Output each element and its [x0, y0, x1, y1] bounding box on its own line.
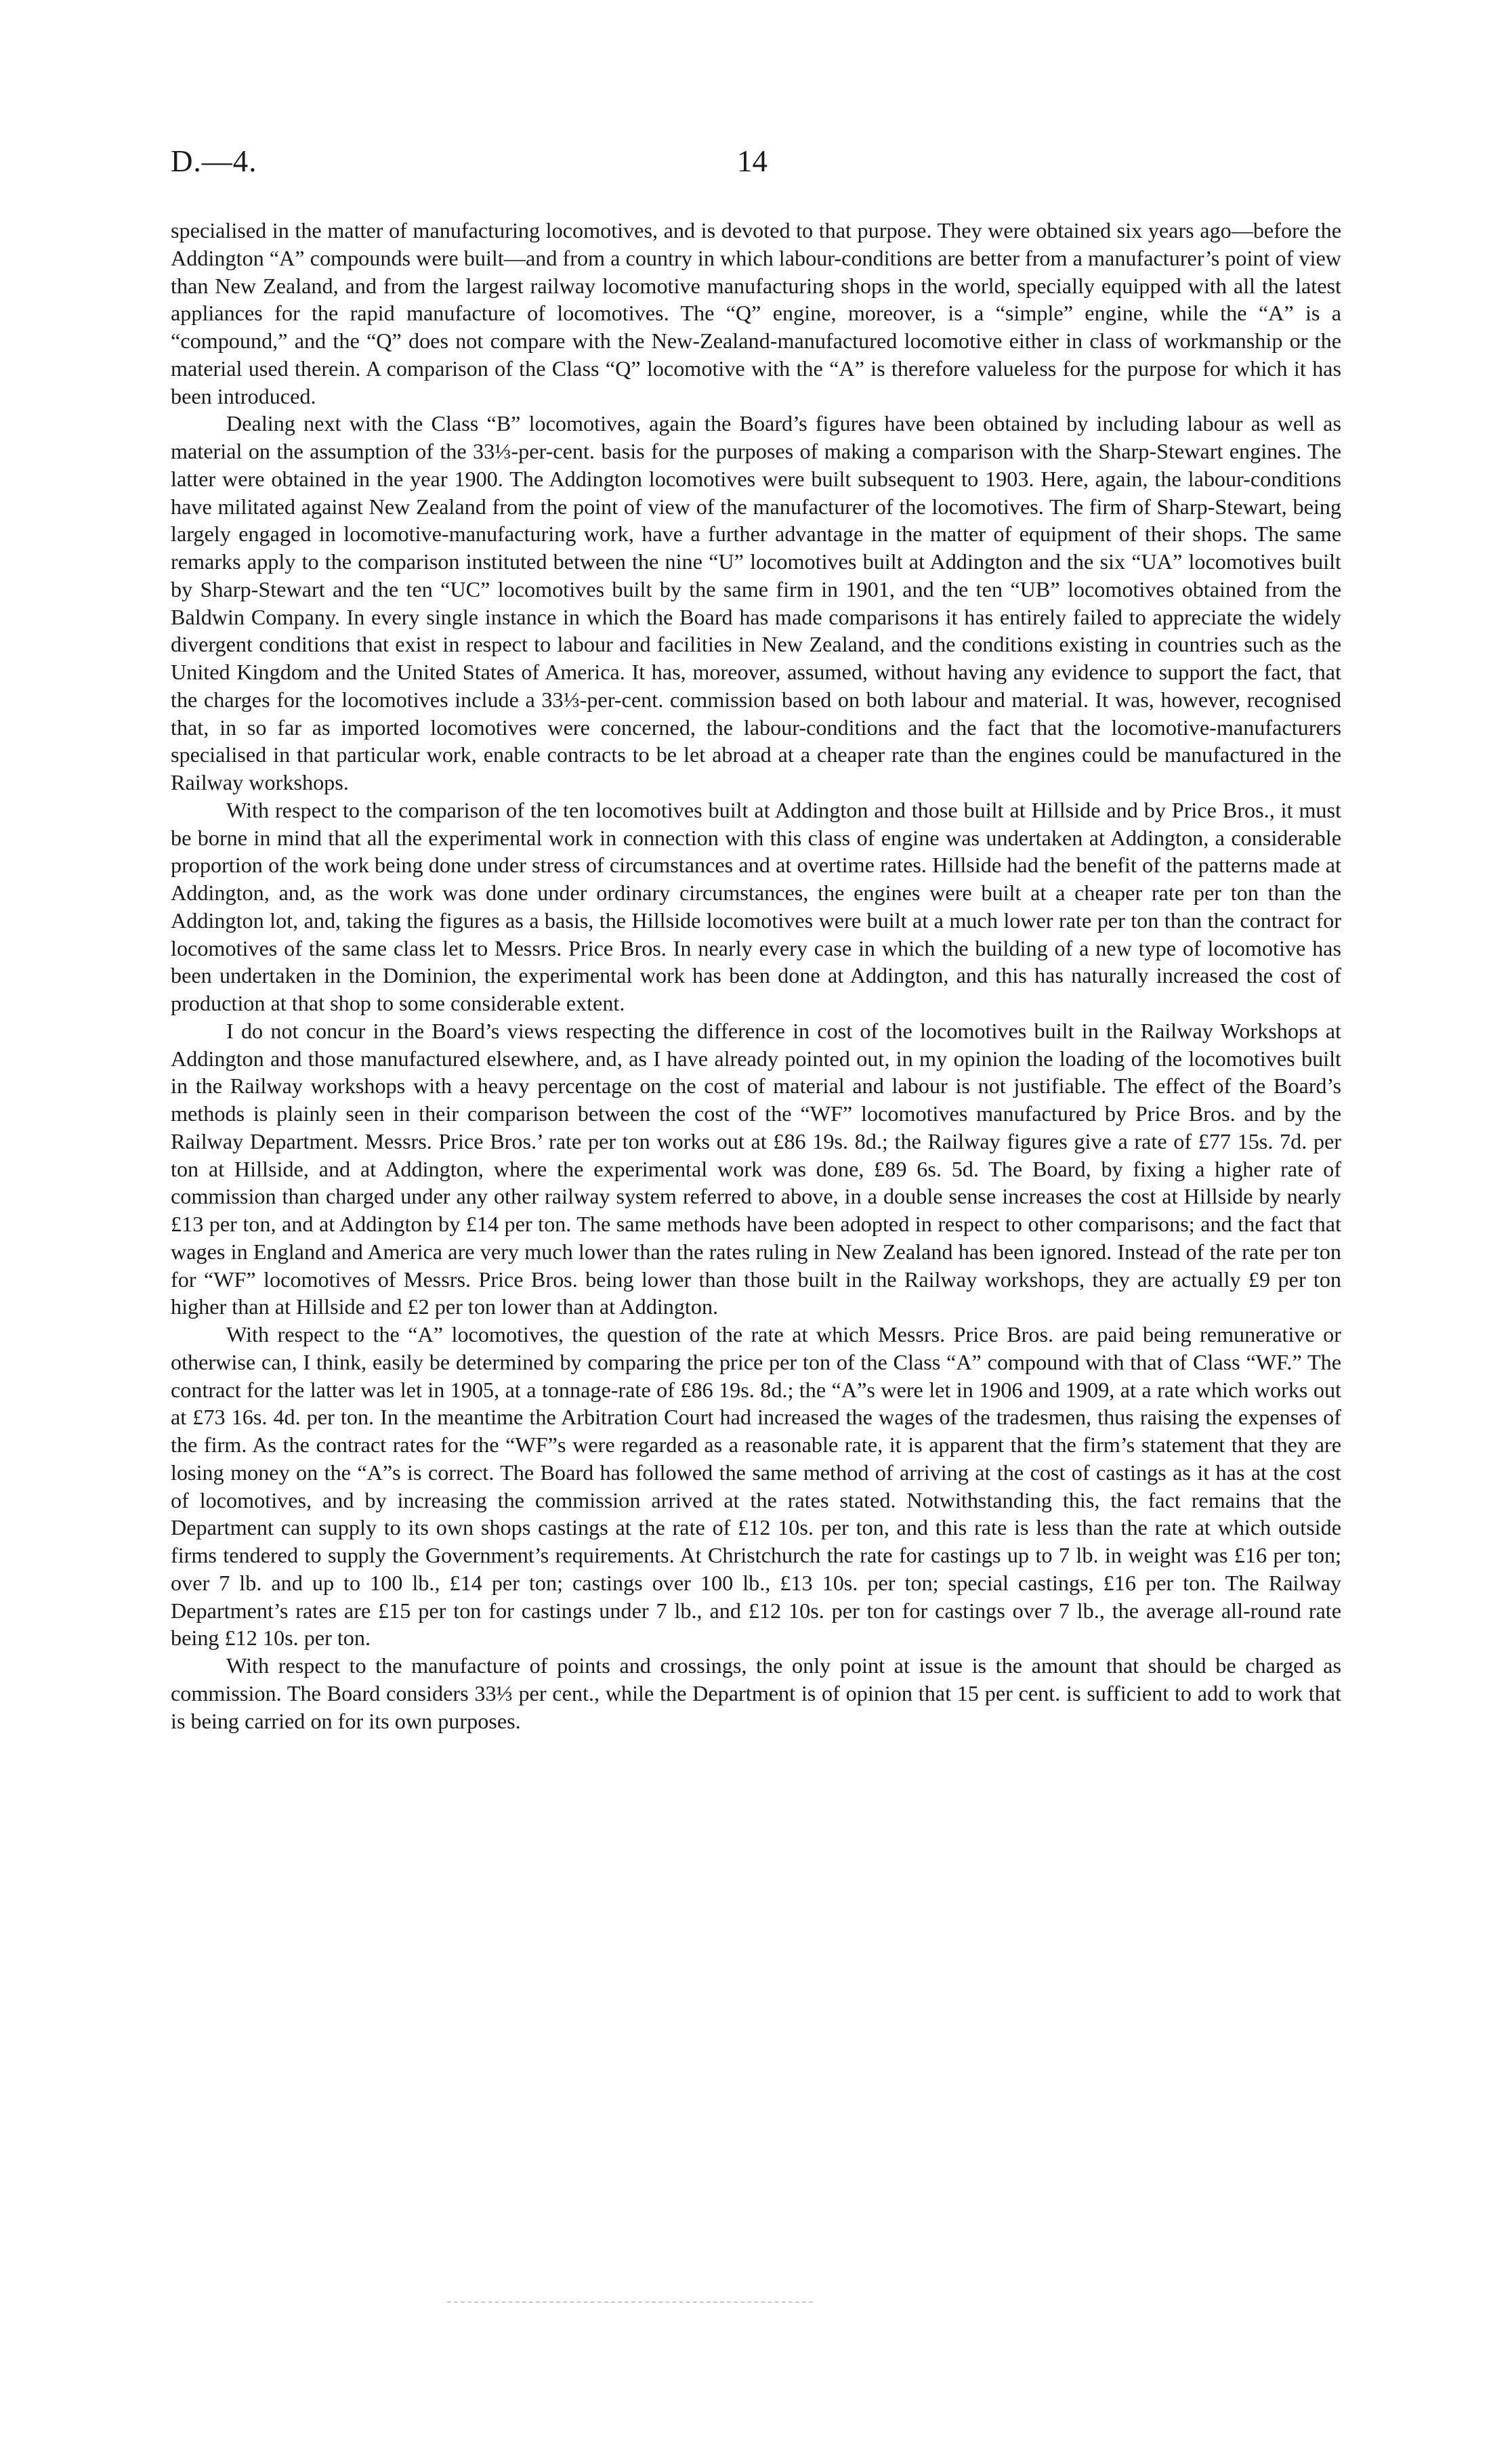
paragraph-board-views: I do not concur in the Board’s views respecting the difference in cost of the locomotives built in the Railway Workshops at Addington and those manufactured elsewhere, and, as I have already pointed out, in my opinion the loading of the locomotives built in the Railway workshops with a heavy percentage on the cost of material and labour is not justifiable. The effect of the Board’s methods is plainly seen in their comparison between the cost of the “WF” locomotives manufactured by Price Bros. and by the Railway Department. Messrs. Price Bros.’ rate per ton works out at £86 19s. 8d.; the Railway figures give a rate of £77 15s. 7d. per ton at Hillside, and at Addington, where the experimental work was done, £89 6s. 5d. The Board, by fixing a higher rate of commission than charged under any other railway system referred to above, in a double sense increases the cost at Hillside by nearly £13 per ton, and at Addington by £14 per ton. The same methods have been adopted in respect to other comparisons; and the fact that wages in England and America are very much lower than the rates ruling in New Zealand has been ignored. Instead of the rate per ton for “WF” locomotives of Messrs. Price Bros. being lower than those built in the Railway workshops, they are actually £9 per ton higher than at Hillside and £2 per ton lower than at Addington.	[171, 1018, 1341, 1319]
page-number: 14	[737, 144, 768, 178]
document-reference: D.—4.	[171, 144, 257, 178]
body-text	[171, 217, 1341, 1735]
paragraph-class-b-locomotives: Dealing next with the Class “B” locomotives, again the Board’s figures have been obtained by including labour as well as material on the assumption of the 33⅓-per-cent. basis for the purposes of making a comparison with the Sharp-Stewart engines. The latter were obtained in the year 1900. The Addington locomotives were built subsequent to 1903. Here, again, the labour-conditions have militated against New Zealand from the point of view of the manufacturer of the locomotives. The firm of Sharp-Stewart, being largely engaged in locomotive-manufacturing work, have a further advantage in the matter of equipment of their shops. The same remarks apply to the comparison instituted between the nine “U” locomotives built at Addington and the six “UA” locomotives built by Sharp-Stewart and the ten “UC” locomotives built by the same firm in 1901, and the ten “UB” locomotives obtained from the Baldwin Company. In every single instance in which the Board has made comparisons it has entirely failed to appreciate the widely divergent conditions that exist in respect to labour and facilities in New Zealand, and the conditions existing in countries such as the United Kingdom and the United States of America. It has, moreover, assumed, without having any evidence to support the fact, that the charges for the locomotives include a 33⅓-per-cent. commission based on both labour and material. It was, however, recognised that, in so far as imported locomotives were concerned, the labour-conditions and the fact that the locomotive-manufacturers specialised in that particular work, enable contracts to be let abroad at a cheaper rate than the engines could be manufactured in the Railway workshops.	[171, 411, 1341, 794]
page-header	[171, 144, 1341, 191]
end-divider	[447, 2301, 813, 2303]
paragraph-a-locomotives: With respect to the “A” locomotives, the question of the rate at which Messrs. Price Bros. are paid being remunerative or otherwise can, I think, easily be determined by comparing the price per ton of the Class “A” compound with that of Class “WF.” The contract for the latter was let in 1905, at a tonnage-rate of £86 19s. 8d.; the “A”s were let in 1906 and 1909, at a rate which works out at £73 16s. 4d. per ton. In the meantime the Arbitration Court had increased the wages of the tradesmen, thus raising the expenses of the firm. As the contract rates for the “WF”s were regarded as a reasonable rate, it is apparent that the firm’s statement that they are losing money on the “A”s is correct. The Board has followed the same method of arriving at the cost of castings as it has at the cost of locomotives, and by increasing the commission arrived at the rates stated. Notwithstanding this, the fact remains that the Department can supply to its own shops castings at the rate of £12 10s. per ton, and this rate is less than the rate at which outside firms tendered to supply the Government’s requirements. At Christchurch the rate for castings up to 7 lb. in weight was £16 per ton; over 7 lb. and up to 100 lb., £14 per ton; castings over 100 lb., £13 10s. per ton; special castings, £16 per ton. The Railway Department’s rates are £15 per ton for castings under 7 lb., and £12 10s. per ton for castings over 7 lb., the average all-round rate being £12 10s. per ton.	[171, 1322, 1341, 1651]
paragraph-continuation: specialised in the matter of manufacturing locomotives, and is devoted to that purpose. They were obtained six years ago—before the Addington “A” compounds were built—and from a country in which labour-conditions are better from a manufacturer’s point of view than New Zealand, and from the largest railway locomotive manufacturing shops in the world, specially equipped with all the latest appliances for the rapid manufacture of locomotives. The “Q” engine, moreover, is a “simple” engine, while the “A” is a “compound,” and the “Q” does not compare with the New-Zealand-manufactured locomotive either in class of workmanship or the material used therein. A comparison of the Class “Q” locomotive with the “A” is therefore valueless for the purpose for which it has been introduced.	[171, 218, 1341, 408]
paragraph-addington-hillside: With respect to the comparison of the ten locomotives built at Addington and those built at Hillside and by Price Bros., it must be borne in mind that all the experimental work in connection with this class of engine was undertaken at Addington, a considerable proportion of the work being done under stress of circumstances and at overtime rates. Hillside had the benefit of the patterns made at Addington, and, as the work was done under ordinary circumstances, the engines were built at a cheaper rate per ton than the Addington lot, and, taking the figures as a basis, the Hillside locomotives were built at a much lower rate per ton than the contract for locomotives of the same class let to Messrs. Price Bros. In nearly every case in which the building of a new type of locomotive has been undertaken in the Dominion, the experimental work has been done at Addington, and this has naturally increased the cost of production at that shop to some considerable extent.	[171, 797, 1341, 1015]
paragraph-points-crossings: With respect to the manufacture of points and crossings, the only point at issue is the amount that should be charged as commission. The Board considers 33⅓ per cent., while the Department is of opinion that 15 per cent. is sufficient to add to work that is being carried on for its own purposes.	[171, 1653, 1341, 1733]
